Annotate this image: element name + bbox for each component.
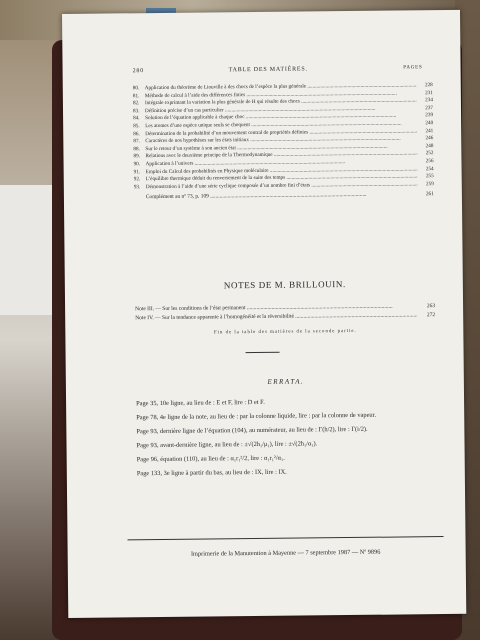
running-head [132,65,423,75]
notes-heading: NOTES DE M. BRILLOUIN. [223,279,346,291]
toc-entry: 84. Solution de l’équation applicable à chaque choc ..... 239 [133,112,433,123]
errata-heading: ERRATA. [267,377,305,386]
toc-entry: 80. Application du théorème de Liouville à des chocs de l’espèce la plus générale ..... 228 [133,82,433,93]
notes-list [135,302,435,323]
toc-entry: 85. Les atomes d’une espèce unique seuls se choquent ..... 240 [133,120,433,131]
errata-item: Page 133, 3e ligne à partir du bas, au lieu de : IX, lire : IX. [136,468,287,478]
divider [246,352,280,353]
footer-divider [128,536,444,540]
toc-entry: 93. Démonstration à l’aide d’une série cyclique composée d’un nombre fini d’états ..... 259 [134,181,434,192]
toc-entry: 81. Méthode de calcul à l’aide des différences finies ..... 231 [133,90,433,101]
toc-entry: 82. Intégrale exprimant la variation la plus générale de H qui résulte des chocs ..... 234 [133,97,433,108]
book-page [62,10,466,618]
errata-item: Page 35, 10e ligne, au lieu de : E et F, lire : D et F. [136,398,265,408]
note-entry: Note IV. — Sur la tendance apparente à l’homogénéité et la réversibilité ..... 272 [135,311,435,323]
pages-label: PAGES [403,65,423,71]
errata-item: Page 93, avant-dernière ligne, au lieu de : ±√(2h₁/μ₁), lire : ±√(2h₁/α₁). [136,440,318,450]
note-entry: Note III. — Sur les conditions de l’état permanent ..... 263 [135,302,435,314]
toc-entry: 92. L’équilibre thermique déduit du renversement de la suite des temps ..... 255 [134,173,434,184]
toc-entry: 87. Caractères de nos hypothèses sur les états initiaux ..... 246 [133,135,433,146]
page-number: 280 [132,68,145,75]
toc-entry: 91. Emploi du Calcul des probabilités en Physique moléculaire ..... 254 [134,166,434,177]
toc-entry: 89. Relations avec le deuxième principe de la Thermodynamique ..... 252 [133,150,433,161]
toc-entry: 90. Application à l’univers ..... 256 [134,158,434,169]
errata-list [124,396,445,483]
toc-entry: 86. Détermination de la probabilité d’un mouvement central de propriétés définies ..... 241 [133,128,433,139]
printer-imprint: Imprimerie de la Manutention à Mayenne — 7 septembre 1987 — Nº 9896 [190,548,381,558]
end-of-table-line: Fin de la table des matières de la seconde partie. [213,328,357,336]
errata-item: Page 78, 4e ligne de la note, au lieu de : par la colonne liquide, lire : par la colonne de vapeur. [136,411,377,422]
running-title: TABLE DES MATIÈRES. [228,66,308,74]
toc-entry: 88. Sur le retour d’un système à son ancien état ..... 248 [133,143,433,154]
table-of-contents [133,82,434,202]
errata-item: Page 93, dernière ligne de l’équation (104), au numérateur, au lieu de : Γ(h/2), lire : Γ(i/2). [136,425,368,436]
errata-item: Page 96, équation (110), au lieu de : α₁r₁²/2, lire : α₁r₁²/α₁. [136,454,285,464]
toc-entry: 83. Définition précise d’un cas particulier ..... 237 [133,105,433,116]
toc-complement: Complément au nº 73, p. 109 ..... 261 [134,191,434,202]
